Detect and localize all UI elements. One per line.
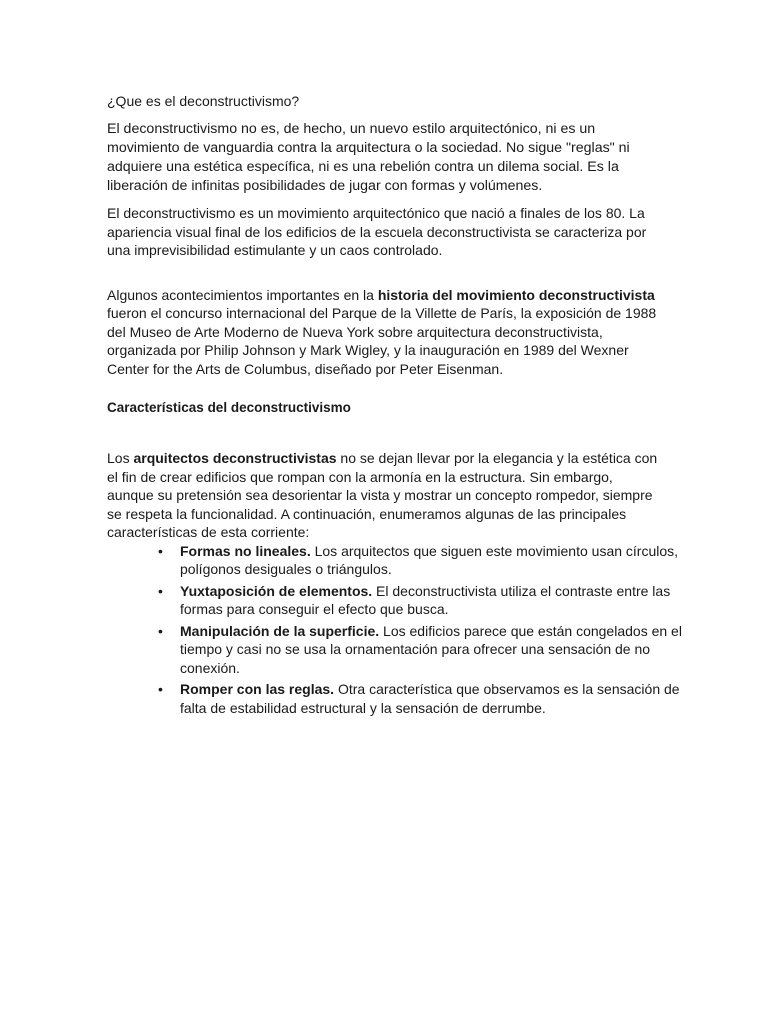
architects-bold: arquitectos deconstructivistas — [133, 450, 337, 466]
list-item-text: Los edificios parece que están congelados en el tiempo y casi no se usa la ornamentación para ofrecer una sensación de no conexión. — [180, 622, 682, 676]
question-line: ¿Que es el deconstructivismo? — [107, 93, 300, 109]
list-item — [156, 680, 691, 717]
bullet-icon: • — [158, 542, 163, 559]
list-item-text: El deconstructivista utiliza el contraste entre las formas para conseguir el efecto que busca. — [180, 582, 671, 617]
list-item — [156, 622, 691, 678]
section-heading: Características del deconstructivismo — [107, 400, 351, 415]
list-item-title: Manipulación de la superficie. — [180, 622, 380, 639]
history-rest: fueron el concurso internacional del Parque de la Villette de París, la exposición de 1988 del Museo de Arte Moderno de Nueva York sobre arquitectura deconstructivista, organizada por Philip Johnson y Mark Wigley, y la inauguración en 1989 del Wexner Center for the Arts de Columbus, diseñado por Peter Eisenman. — [107, 305, 657, 377]
paragraph-architects — [107, 449, 662, 542]
list-item — [156, 582, 691, 619]
characteristics-list — [107, 542, 691, 718]
list-item — [156, 542, 691, 579]
document-body — [107, 92, 682, 720]
bullet-icon: • — [158, 582, 163, 599]
list-item-title: Romper con las reglas. — [180, 681, 335, 697]
bullet-icon: • — [158, 622, 163, 639]
list-item-text: Otra característica que observamos es la sensación de falta de estabilidad estructural y la sensación de derrumbe. — [180, 681, 680, 716]
architects-rest: no se dejan llevar por la elegancia y la estética con el fin de crear edificios que rompan con la armonía en la estructura. Sin embargo, aunque su pretensión sea desorientar la vista y mostrar un concepto rompedor, siempre se respeta la funcionalidad. A continuación, enumeramos algunas de las principales características de esta corriente: — [107, 450, 658, 540]
architects-lead: Los — [107, 450, 134, 466]
history-bold: historia del movimiento deconstructivista — [377, 286, 655, 303]
bullet-icon: • — [158, 681, 163, 697]
history-lead: Algunos acontecimientos importantes en la — [107, 286, 378, 303]
paragraph-definition: El deconstructivismo no es, de hecho, un nuevo estilo arquitectónico, ni es un movimiento de vanguardia contra la arquitectura o la sociedad. No sigue "reglas" ni adquiere una estética específica, ni es una rebelión contra un dilema social. Es la liberación de infinitas posibilidades de jugar con formas y volúmenes. — [107, 121, 630, 194]
list-item-title: Formas no lineales. — [180, 542, 311, 559]
list-item-title: Yuxtaposición de elementos. — [180, 582, 373, 599]
paragraph-history — [107, 286, 662, 379]
list-item-text: Los arquitectos que siguen este movimiento usan círculos, polígonos desiguales o triángulos. — [180, 542, 679, 577]
paragraph-origin: El deconstructivismo es un movimiento arquitectónico que nació a finales de los 80. La apariencia visual final de los edificios de la escuela deconstructivista se caracteriza por una imprevisibilidad estimulante y un caos controlado. — [107, 205, 647, 258]
